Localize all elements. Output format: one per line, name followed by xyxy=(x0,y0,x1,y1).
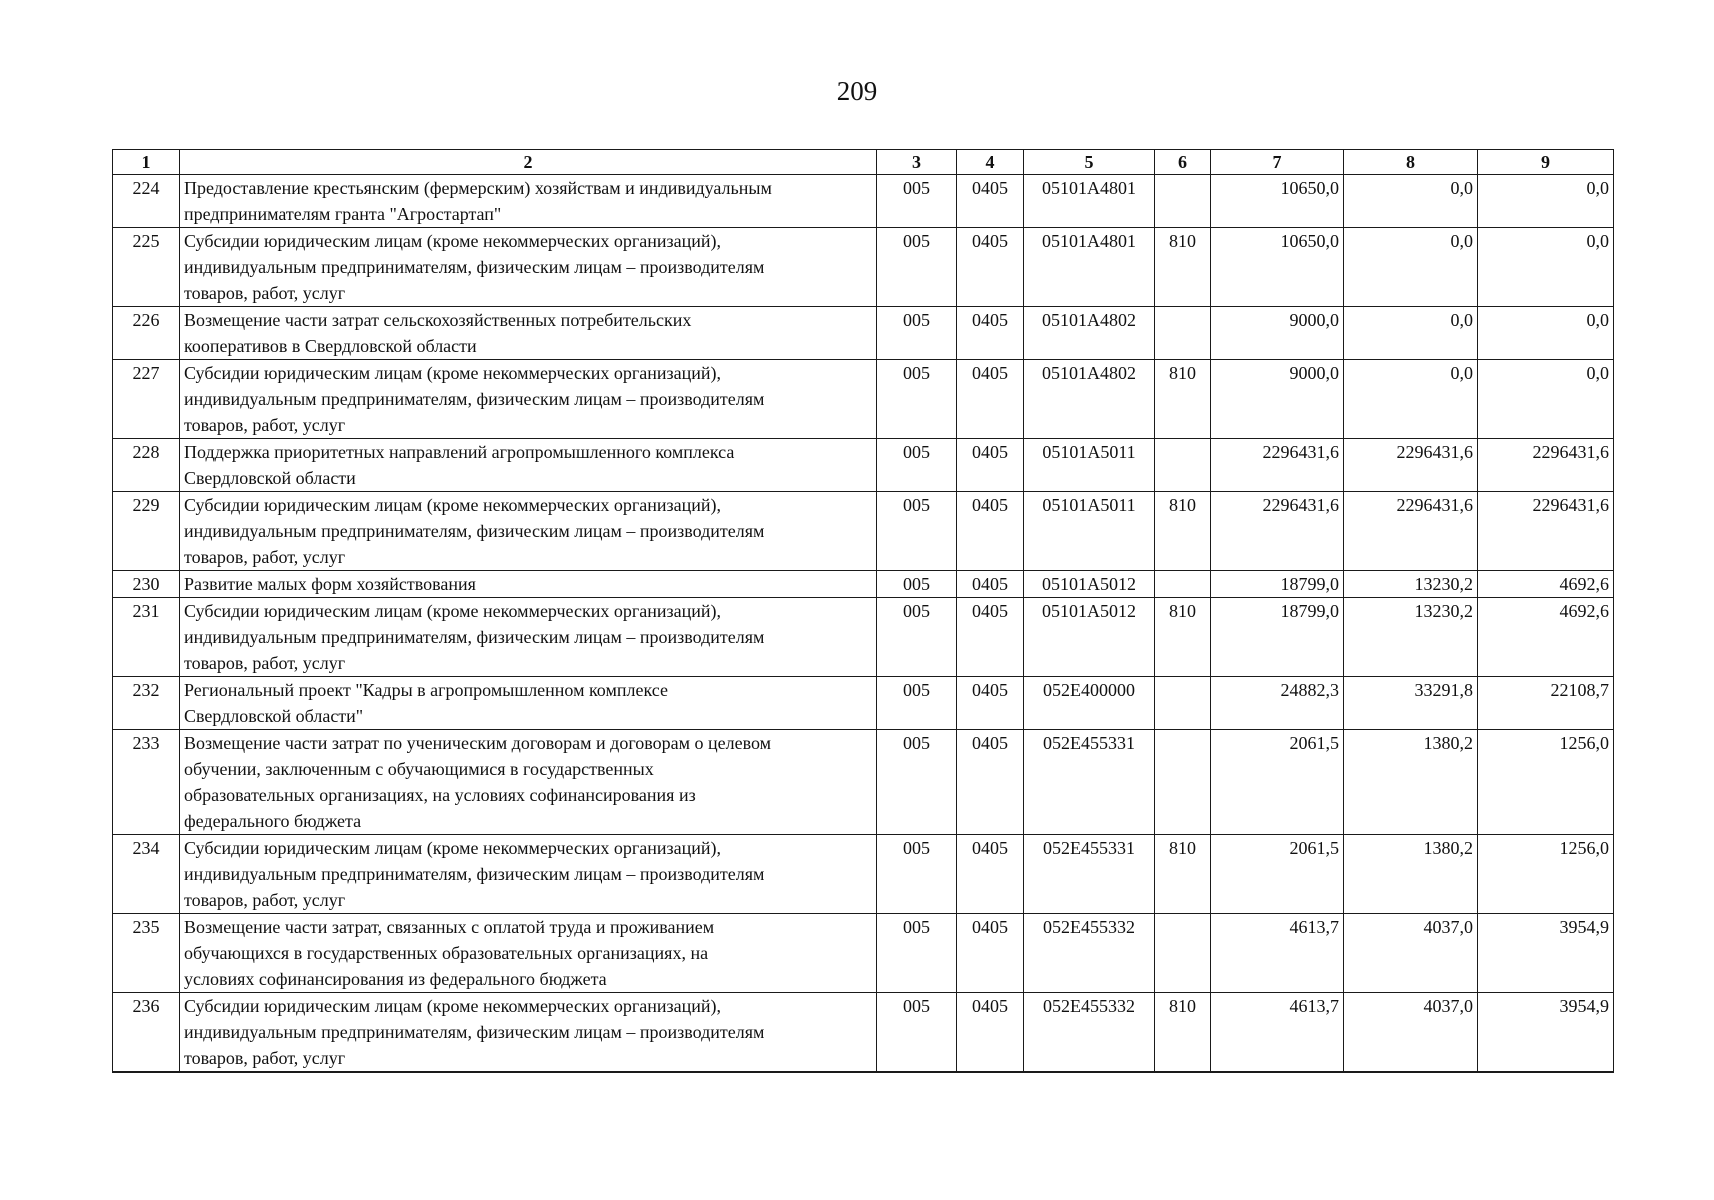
expense-type-code xyxy=(1155,439,1211,492)
amount-col-7: 18799,0 xyxy=(1211,571,1344,598)
expense-type-code: 810 xyxy=(1155,598,1211,677)
ministry-code: 005 xyxy=(877,492,957,571)
amount-col-8: 1380,2 xyxy=(1344,835,1478,914)
amount-col-8: 13230,2 xyxy=(1344,571,1478,598)
ministry-code: 005 xyxy=(877,730,957,835)
row-name xyxy=(180,730,877,835)
amount-col-9: 3954,9 xyxy=(1478,914,1614,993)
section-code: 0405 xyxy=(957,492,1024,571)
expense-type-code: 810 xyxy=(1155,993,1211,1073)
target-article-code: 05101А5012 xyxy=(1024,598,1155,677)
amount-col-7: 10650,0 xyxy=(1211,175,1344,228)
column-header-9: 9 xyxy=(1478,150,1614,175)
table-row xyxy=(113,730,1614,835)
target-article-code: 052Е455331 xyxy=(1024,730,1155,835)
amount-col-8: 13230,2 xyxy=(1344,598,1478,677)
row-number: 228 xyxy=(113,439,180,492)
amount-col-9: 0,0 xyxy=(1478,175,1614,228)
expense-type-code xyxy=(1155,914,1211,993)
row-name-line: обучающихся в государственных образовательных организациях, на xyxy=(184,943,709,963)
amount-col-9: 0,0 xyxy=(1478,228,1614,307)
row-name-line: Региональный проект "Кадры в агропромышленном комплексе xyxy=(184,680,668,700)
amount-col-8: 0,0 xyxy=(1344,175,1478,228)
row-name-line: предпринимателям гранта "Агростартап" xyxy=(184,204,502,224)
row-number: 225 xyxy=(113,228,180,307)
expense-type-code xyxy=(1155,307,1211,360)
expense-type-code xyxy=(1155,730,1211,835)
table-row xyxy=(113,175,1614,228)
row-name-line: Субсидии юридическим лицам (кроме некоммерческих организаций), xyxy=(184,363,721,383)
ministry-code: 005 xyxy=(877,914,957,993)
amount-col-9: 0,0 xyxy=(1478,360,1614,439)
row-name-line: Развитие малых форм хозяйствования xyxy=(184,574,476,594)
row-number: 232 xyxy=(113,677,180,730)
row-name xyxy=(180,492,877,571)
table-body xyxy=(113,175,1614,1073)
section-code: 0405 xyxy=(957,439,1024,492)
page-number: 209 xyxy=(836,76,878,106)
expense-type-code xyxy=(1155,175,1211,228)
column-header-1: 1 xyxy=(113,150,180,175)
expense-type-code xyxy=(1155,571,1211,598)
row-name-line: индивидуальным предпринимателям, физическим лицам – производителям xyxy=(184,1022,765,1042)
section-code: 0405 xyxy=(957,598,1024,677)
table-row xyxy=(113,228,1614,307)
ministry-code: 005 xyxy=(877,993,957,1073)
amount-col-9: 2296431,6 xyxy=(1478,439,1614,492)
target-article-code: 052Е455332 xyxy=(1024,914,1155,993)
ministry-code: 005 xyxy=(877,835,957,914)
row-name xyxy=(180,835,877,914)
target-article-code: 052Е400000 xyxy=(1024,677,1155,730)
ministry-code: 005 xyxy=(877,598,957,677)
row-name-line: Возмещение части затрат по ученическим договорам и договорам о целевом xyxy=(184,733,772,753)
row-name-line: индивидуальным предпринимателям, физическим лицам – производителям xyxy=(184,389,765,409)
row-number: 236 xyxy=(113,993,180,1073)
amount-col-7: 9000,0 xyxy=(1211,360,1344,439)
row-number: 233 xyxy=(113,730,180,835)
expense-type-code: 810 xyxy=(1155,360,1211,439)
row-name xyxy=(180,228,877,307)
row-name-line: Свердловской области" xyxy=(184,706,364,726)
row-number: 231 xyxy=(113,598,180,677)
row-name-line: Возмещение части затрат, связанных с оплатой труда и проживанием xyxy=(184,917,715,937)
row-number: 229 xyxy=(113,492,180,571)
table-row xyxy=(113,307,1614,360)
row-name xyxy=(180,914,877,993)
row-name-line: образовательных организациях, на условиях софинансирования из xyxy=(184,785,696,805)
target-article-code: 05101А4801 xyxy=(1024,175,1155,228)
row-name-line: Субсидии юридическим лицам (кроме некоммерческих организаций), xyxy=(184,601,721,621)
column-header-7: 7 xyxy=(1211,150,1344,175)
section-code: 0405 xyxy=(957,835,1024,914)
row-name-line: Субсидии юридическим лицам (кроме некоммерческих организаций), xyxy=(184,495,721,515)
column-header-2: 2 xyxy=(180,150,877,175)
target-article-code: 05101А5011 xyxy=(1024,439,1155,492)
amount-col-9: 4692,6 xyxy=(1478,571,1614,598)
amount-col-9: 0,0 xyxy=(1478,307,1614,360)
amount-col-8: 0,0 xyxy=(1344,228,1478,307)
target-article-code: 05101А5012 xyxy=(1024,571,1155,598)
amount-col-7: 9000,0 xyxy=(1211,307,1344,360)
row-name xyxy=(180,360,877,439)
ministry-code: 005 xyxy=(877,228,957,307)
amount-col-7: 4613,7 xyxy=(1211,914,1344,993)
table-row xyxy=(113,571,1614,598)
amount-col-8: 4037,0 xyxy=(1344,993,1478,1073)
amount-col-8: 33291,8 xyxy=(1344,677,1478,730)
expense-type-code: 810 xyxy=(1155,492,1211,571)
section-code: 0405 xyxy=(957,993,1024,1073)
row-name xyxy=(180,175,877,228)
amount-col-7: 18799,0 xyxy=(1211,598,1344,677)
row-name-line: товаров, работ, услуг xyxy=(184,547,346,567)
column-header-4: 4 xyxy=(957,150,1024,175)
row-number: 234 xyxy=(113,835,180,914)
expense-type-code: 810 xyxy=(1155,835,1211,914)
row-name-line: Свердловской области xyxy=(184,468,356,488)
row-name-line: обучении, заключенным с обучающимися в государственных xyxy=(184,759,654,779)
row-name-line: индивидуальным предпринимателям, физическим лицам – производителям xyxy=(184,864,765,884)
row-name-line: условиях софинансирования из федерального бюджета xyxy=(184,969,607,989)
amount-col-7: 10650,0 xyxy=(1211,228,1344,307)
target-article-code: 052Е455332 xyxy=(1024,993,1155,1073)
ministry-code: 005 xyxy=(877,439,957,492)
table-row xyxy=(113,835,1614,914)
budget-table xyxy=(112,149,1614,1073)
ministry-code: 005 xyxy=(877,175,957,228)
expense-type-code xyxy=(1155,677,1211,730)
row-name xyxy=(180,571,877,598)
table-row xyxy=(113,439,1614,492)
row-name-line: индивидуальным предпринимателям, физическим лицам – производителям xyxy=(184,627,765,647)
row-name-line: товаров, работ, услуг xyxy=(184,1048,346,1068)
table-row xyxy=(113,677,1614,730)
row-number: 227 xyxy=(113,360,180,439)
row-name xyxy=(180,307,877,360)
row-name-line: Предоставление крестьянским (фермерским) хозяйствам и индивидуальным xyxy=(184,178,772,198)
section-code: 0405 xyxy=(957,571,1024,598)
row-name xyxy=(180,598,877,677)
ministry-code: 005 xyxy=(877,360,957,439)
row-number: 224 xyxy=(113,175,180,228)
amount-col-7: 2296431,6 xyxy=(1211,439,1344,492)
row-name-line: Поддержка приоритетных направлений агропромышленного комплекса xyxy=(184,442,735,462)
row-name-line: товаров, работ, услуг xyxy=(184,653,346,673)
row-name-line: Возмещение части затрат сельскохозяйственных потребительских xyxy=(184,310,692,330)
row-name xyxy=(180,439,877,492)
row-name-line: товаров, работ, услуг xyxy=(184,890,346,910)
table-row xyxy=(113,914,1614,993)
row-name xyxy=(180,677,877,730)
ministry-code: 005 xyxy=(877,677,957,730)
target-article-code: 052Е455331 xyxy=(1024,835,1155,914)
amount-col-7: 2296431,6 xyxy=(1211,492,1344,571)
amount-col-8: 0,0 xyxy=(1344,307,1478,360)
amount-col-9: 2296431,6 xyxy=(1478,492,1614,571)
row-name-line: товаров, работ, услуг xyxy=(184,283,346,303)
row-name-line: индивидуальным предпринимателям, физическим лицам – производителям xyxy=(184,521,765,541)
amount-col-8: 4037,0 xyxy=(1344,914,1478,993)
section-code: 0405 xyxy=(957,730,1024,835)
section-code: 0405 xyxy=(957,228,1024,307)
table-row xyxy=(113,598,1614,677)
amount-col-8: 2296431,6 xyxy=(1344,492,1478,571)
ministry-code: 005 xyxy=(877,307,957,360)
table-row xyxy=(113,993,1614,1073)
table-row xyxy=(113,360,1614,439)
target-article-code: 05101А4801 xyxy=(1024,228,1155,307)
amount-col-9: 3954,9 xyxy=(1478,993,1614,1073)
amount-col-7: 2061,5 xyxy=(1211,835,1344,914)
row-name-line: Субсидии юридическим лицам (кроме некоммерческих организаций), xyxy=(184,838,721,858)
section-code: 0405 xyxy=(957,307,1024,360)
section-code: 0405 xyxy=(957,175,1024,228)
target-article-code: 05101А5011 xyxy=(1024,492,1155,571)
expense-type-code: 810 xyxy=(1155,228,1211,307)
amount-col-9: 4692,6 xyxy=(1478,598,1614,677)
row-number: 230 xyxy=(113,571,180,598)
ministry-code: 005 xyxy=(877,571,957,598)
column-header-5: 5 xyxy=(1024,150,1155,175)
amount-col-8: 2296431,6 xyxy=(1344,439,1478,492)
section-code: 0405 xyxy=(957,677,1024,730)
row-name-line: Субсидии юридическим лицам (кроме некоммерческих организаций), xyxy=(184,996,721,1016)
amount-col-8: 0,0 xyxy=(1344,360,1478,439)
row-name-line: федерального бюджета xyxy=(184,811,362,831)
column-header-6: 6 xyxy=(1155,150,1211,175)
target-article-code: 05101А4802 xyxy=(1024,360,1155,439)
row-name-line: товаров, работ, услуг xyxy=(184,415,346,435)
amount-col-7: 24882,3 xyxy=(1211,677,1344,730)
header-row xyxy=(113,150,1614,175)
target-article-code: 05101А4802 xyxy=(1024,307,1155,360)
section-code: 0405 xyxy=(957,914,1024,993)
section-code: 0405 xyxy=(957,360,1024,439)
amount-col-9: 22108,7 xyxy=(1478,677,1614,730)
amount-col-8: 1380,2 xyxy=(1344,730,1478,835)
row-name-line: кооперативов в Свердловской области xyxy=(184,336,477,356)
column-header-8: 8 xyxy=(1344,150,1478,175)
row-name-line: Субсидии юридическим лицам (кроме некоммерческих организаций), xyxy=(184,231,721,251)
row-number: 226 xyxy=(113,307,180,360)
amount-col-9: 1256,0 xyxy=(1478,730,1614,835)
row-name xyxy=(180,993,877,1073)
amount-col-9: 1256,0 xyxy=(1478,835,1614,914)
column-header-3: 3 xyxy=(877,150,957,175)
amount-col-7: 4613,7 xyxy=(1211,993,1344,1073)
row-name-line: индивидуальным предпринимателям, физическим лицам – производителям xyxy=(184,257,765,277)
table-row xyxy=(113,492,1614,571)
row-number: 235 xyxy=(113,914,180,993)
amount-col-7: 2061,5 xyxy=(1211,730,1344,835)
